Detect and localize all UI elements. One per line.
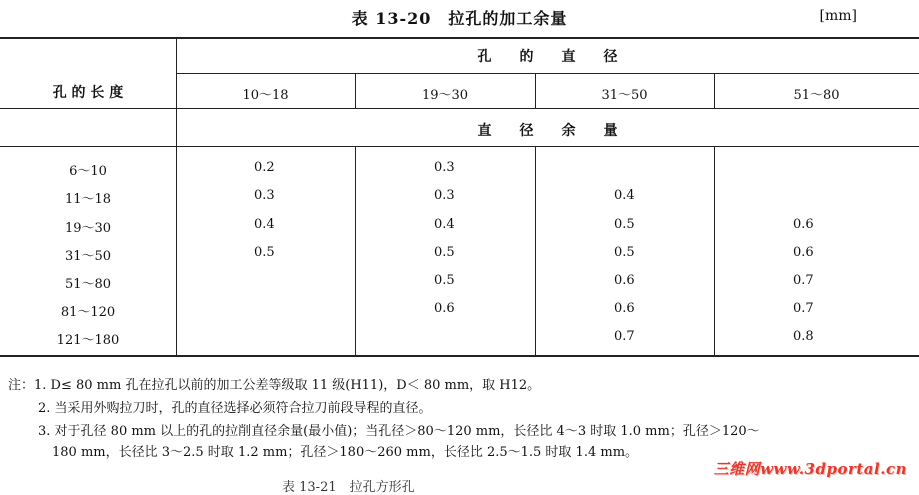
cell-value: 0.6 xyxy=(434,301,455,316)
cell-value: 0.3 xyxy=(434,188,455,203)
row-length: 51～80 xyxy=(64,277,112,292)
watermark-logo: 三维网www.3dportal.cn xyxy=(713,460,907,478)
cell-value: 0.7 xyxy=(793,301,814,316)
cell-value: 0.2 xyxy=(254,160,275,175)
column-header-2: 19～30 xyxy=(421,88,469,103)
cell-value: 0.7 xyxy=(793,273,814,288)
group-header-hole-diameter: 孔 的 直 径 xyxy=(477,49,618,65)
row-length: 11～18 xyxy=(64,192,112,207)
column-header-4: 51～80 xyxy=(793,88,840,103)
cell-value: 0.7 xyxy=(614,329,635,344)
cell-value: 0.4 xyxy=(254,217,275,232)
cell-value: 0.5 xyxy=(254,245,275,260)
next-table-title: 表 13-21 拉孔方形孔 xyxy=(282,480,415,495)
cell-value: 0.4 xyxy=(434,217,455,232)
cell-value: 0.6 xyxy=(793,245,814,260)
note-3-continued: 180 mm，长径比 3～2.5 时取 1.2 mm；孔径＞180～260 mm，长径比 2.5～1.5 时取 1.4 mm。 xyxy=(52,445,639,460)
column-header-3: 31～50 xyxy=(601,88,648,103)
sub-header-diameter-allowance: 直 径 余 量 xyxy=(477,123,618,139)
cell-value: 0.6 xyxy=(614,273,635,288)
table-title: 表 13-20 拉孔的加工余量 xyxy=(351,9,568,28)
cell-value: 0.5 xyxy=(434,273,455,288)
note-3: 3. 对于孔径 80 mm 以上的孔的拉削直径余量(最小值)；当孔径＞80～120 mm，长径比 4～3 时取 1.0 mm；孔径＞120～ xyxy=(38,424,760,439)
cell-value: 0.5 xyxy=(614,217,635,232)
cell-value: 0.5 xyxy=(614,245,635,260)
cell-value: 0.6 xyxy=(793,217,814,232)
unit-label: [mm] xyxy=(819,8,857,24)
cell-value: 0.3 xyxy=(434,160,455,175)
row-length: 31～50 xyxy=(64,249,112,264)
row-length: 19～30 xyxy=(64,221,112,236)
note-1: 注：1. D≤ 80 mm 孔在拉孔以前的加工公差等级取 11 级(H11)，D＜ 80 mm，取 H12。 xyxy=(8,378,541,393)
row-length: 121～180 xyxy=(56,333,120,348)
cell-value: 0.5 xyxy=(434,245,455,260)
row-length: 6～10 xyxy=(69,164,107,179)
cell-value: 0.6 xyxy=(614,301,635,316)
column-header-1: 10～18 xyxy=(242,88,289,103)
row-length: 81～120 xyxy=(60,305,116,320)
cell-value: 0.3 xyxy=(254,188,275,203)
cell-value: 0.8 xyxy=(793,329,814,344)
cell-value: 0.4 xyxy=(614,188,635,203)
note-2: 2. 当采用外购拉刀时，孔的直径选择必须符合拉刀前段导程的直径。 xyxy=(38,401,432,416)
row-header-hole-length: 孔 的 长 度 xyxy=(52,85,124,101)
